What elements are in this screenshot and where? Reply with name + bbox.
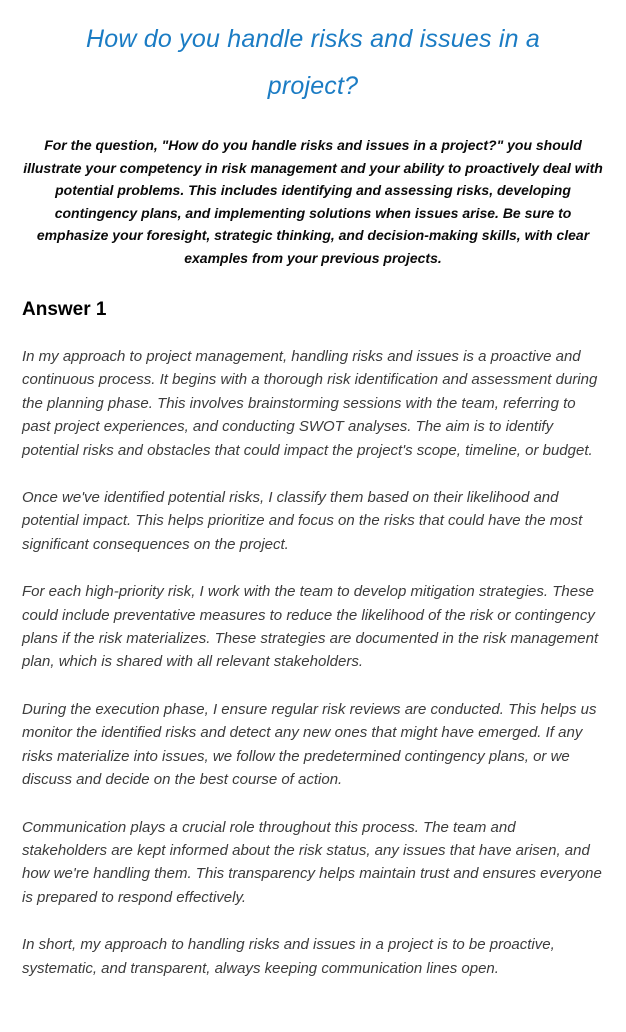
answer-paragraph-5: Communication plays a crucial role throughout this process. The team and stakeholders are kept informed about the risk status, any issues that have arisen, and how we're handling them. This transparency helps maintain trust and ensures everyone is prepared to respond effectively. (22, 818, 602, 906)
answer-paragraph-4: During the execution phase, I ensure regular risk reviews are conducted. This helps us monitor the identified risks and detect any new ones that might have emerged. If any risks materialize into issues, we follow the predetermined contingency plans, or we discuss and decide on the best course of action. (22, 700, 597, 789)
answer-paragraph-1: In my approach to project management, handling risks and issues is a proactive and continuous process. It begins with a thorough risk identification and assessment during the planning phase. This involves brainstorming sessions with the team, referring to past project experiences, and conducting SWOT analyses. The aim is to identify potential risks and obstacles that could impact the project's scope, timeline, or budget. (22, 348, 598, 459)
answer-paragraph-2: Once we've identified potential risks, I classify them based on their likelihood and potential impact. This helps prioritize and focus on the risks that could have the most significant consequences on the project. (22, 489, 583, 553)
page-title: How do you handle risks and issues in a project? (86, 25, 540, 100)
answer-paragraph-3: For each high-priority risk, I work with the team to develop mitigation strategies. These could include preventative measures to reduce the likelihood of the risk or contingency plans if the risk materializes. These strategies are documented in the risk management plan, which is shared with all relevant stakeholders. (22, 583, 599, 671)
question-guidance-paragraph: For the question, "How do you handle risks and issues in a project?" you should illustrate your competency in risk management and your ability to proactively deal with potential problems. This includes identifying and assessing risks, developing contingency plans, and implementing solutions when issues arise. Be sure to emphasize your foresight, strategic thinking, and decision-making skills, with clear examples from your previous projects. (23, 137, 603, 266)
answer-1-heading: Answer 1 (22, 299, 107, 320)
answer-paragraph-6: In short, my approach to handling risks and issues in a project is to be proactive, systematic, and transparent, always keeping communication lines open. (22, 936, 555, 977)
